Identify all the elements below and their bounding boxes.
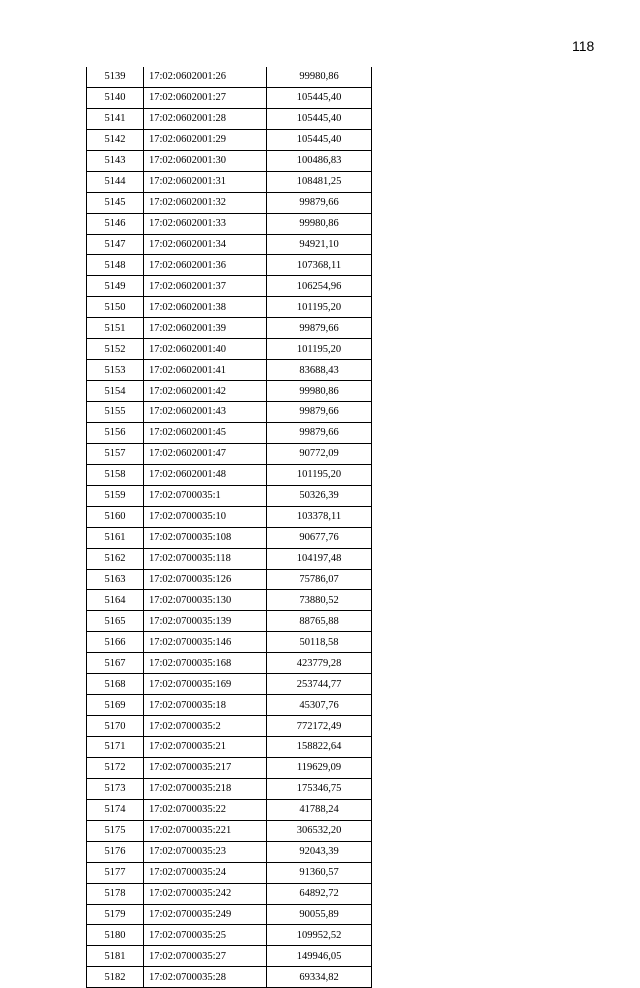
value-cell: 175346,75	[267, 778, 372, 799]
row-number-cell: 5158	[87, 464, 144, 485]
row-number-cell: 5171	[87, 737, 144, 758]
row-number-cell: 5148	[87, 255, 144, 276]
row-number-cell: 5157	[87, 443, 144, 464]
row-number-cell: 5144	[87, 171, 144, 192]
cadastral-number-cell: 17:02:0602001:32	[144, 192, 267, 213]
value-cell: 99980,86	[267, 67, 372, 87]
table-row	[87, 841, 372, 862]
row-number-cell: 5151	[87, 318, 144, 339]
value-cell: 99980,86	[267, 213, 372, 234]
cadastral-number-cell: 17:02:0602001:47	[144, 443, 267, 464]
value-cell: 90677,76	[267, 527, 372, 548]
table-row	[87, 611, 372, 632]
cadastral-number-cell: 17:02:0700035:118	[144, 548, 267, 569]
row-number-cell: 5159	[87, 485, 144, 506]
value-cell: 101195,20	[267, 464, 372, 485]
table-row	[87, 67, 372, 87]
table-row	[87, 422, 372, 443]
value-cell: 75786,07	[267, 569, 372, 590]
table-row	[87, 904, 372, 925]
row-number-cell: 5154	[87, 381, 144, 402]
cadastral-number-cell: 17:02:0700035:126	[144, 569, 267, 590]
table-row	[87, 129, 372, 150]
value-cell: 105445,40	[267, 129, 372, 150]
value-cell: 101195,20	[267, 297, 372, 318]
table-row	[87, 297, 372, 318]
cadastral-number-cell: 17:02:0602001:41	[144, 360, 267, 381]
value-cell: 109952,52	[267, 925, 372, 946]
table-row	[87, 716, 372, 737]
row-number-cell: 5153	[87, 360, 144, 381]
cadastral-number-cell: 17:02:0700035:218	[144, 778, 267, 799]
cadastral-number-cell: 17:02:0602001:36	[144, 255, 267, 276]
table-row	[87, 883, 372, 904]
table-row	[87, 757, 372, 778]
row-number-cell: 5166	[87, 632, 144, 653]
value-cell: 423779,28	[267, 653, 372, 674]
row-number-cell: 5146	[87, 213, 144, 234]
value-cell: 772172,49	[267, 716, 372, 737]
table-row	[87, 150, 372, 171]
cadastral-number-cell: 17:02:0700035:139	[144, 611, 267, 632]
table-row	[87, 339, 372, 360]
row-number-cell: 5164	[87, 590, 144, 611]
table-row	[87, 653, 372, 674]
cadastral-number-cell: 17:02:0700035:168	[144, 653, 267, 674]
cadastral-number-cell: 17:02:0700035:242	[144, 883, 267, 904]
cadastral-number-cell: 17:02:0602001:37	[144, 276, 267, 297]
row-number-cell: 5173	[87, 778, 144, 799]
cadastral-number-cell: 17:02:0700035:25	[144, 925, 267, 946]
row-number-cell: 5175	[87, 820, 144, 841]
row-number-cell: 5172	[87, 757, 144, 778]
table-row	[87, 695, 372, 716]
cadastral-number-cell: 17:02:0602001:34	[144, 234, 267, 255]
row-number-cell: 5182	[87, 967, 144, 988]
value-cell: 90055,89	[267, 904, 372, 925]
value-cell: 99980,86	[267, 381, 372, 402]
table-row	[87, 171, 372, 192]
table-row	[87, 548, 372, 569]
cadastral-number-cell: 17:02:0700035:221	[144, 820, 267, 841]
value-cell: 90772,09	[267, 443, 372, 464]
row-number-cell: 5163	[87, 569, 144, 590]
cadastral-number-cell: 17:02:0602001:48	[144, 464, 267, 485]
cadastral-number-cell: 17:02:0602001:28	[144, 108, 267, 129]
value-cell: 88765,88	[267, 611, 372, 632]
cadastral-number-cell: 17:02:0700035:10	[144, 506, 267, 527]
row-number-cell: 5179	[87, 904, 144, 925]
row-number-cell: 5143	[87, 150, 144, 171]
row-number-cell: 5181	[87, 946, 144, 967]
cadastral-number-cell: 17:02:0700035:27	[144, 946, 267, 967]
cadastral-number-cell: 17:02:0602001:39	[144, 318, 267, 339]
row-number-cell: 5174	[87, 799, 144, 820]
cadastral-number-cell: 17:02:0602001:30	[144, 150, 267, 171]
table-row	[87, 234, 372, 255]
table-row	[87, 799, 372, 820]
value-cell: 101195,20	[267, 339, 372, 360]
row-number-cell: 5140	[87, 87, 144, 108]
value-cell: 50118,58	[267, 632, 372, 653]
table-row	[87, 925, 372, 946]
row-number-cell: 5156	[87, 422, 144, 443]
cadastral-number-cell: 17:02:0602001:31	[144, 171, 267, 192]
cadastral-number-cell: 17:02:0700035:108	[144, 527, 267, 548]
table-row	[87, 674, 372, 695]
table-row	[87, 527, 372, 548]
table-row	[87, 862, 372, 883]
row-number-cell: 5139	[87, 67, 144, 87]
value-cell: 69334,82	[267, 967, 372, 988]
cadastral-number-cell: 17:02:0602001:33	[144, 213, 267, 234]
cadastral-number-cell: 17:02:0700035:22	[144, 799, 267, 820]
cadastral-number-cell: 17:02:0700035:249	[144, 904, 267, 925]
value-cell: 92043,39	[267, 841, 372, 862]
table-row	[87, 632, 372, 653]
value-cell: 99879,66	[267, 402, 372, 423]
table-row	[87, 318, 372, 339]
cadastral-number-cell: 17:02:0700035:130	[144, 590, 267, 611]
value-cell: 306532,20	[267, 820, 372, 841]
row-number-cell: 5168	[87, 674, 144, 695]
table-row	[87, 506, 372, 527]
table-row	[87, 967, 372, 988]
value-cell: 91360,57	[267, 862, 372, 883]
row-number-cell: 5169	[87, 695, 144, 716]
cadastral-number-cell: 17:02:0700035:1	[144, 485, 267, 506]
table-row	[87, 778, 372, 799]
cadastral-number-cell: 17:02:0700035:217	[144, 757, 267, 778]
table-row	[87, 590, 372, 611]
table-row	[87, 737, 372, 758]
value-cell: 83688,43	[267, 360, 372, 381]
value-cell: 41788,24	[267, 799, 372, 820]
row-number-cell: 5165	[87, 611, 144, 632]
cadastral-number-cell: 17:02:0602001:43	[144, 402, 267, 423]
row-number-cell: 5170	[87, 716, 144, 737]
value-cell: 50326,39	[267, 485, 372, 506]
value-cell: 149946,05	[267, 946, 372, 967]
row-number-cell: 5149	[87, 276, 144, 297]
value-cell: 253744,77	[267, 674, 372, 695]
value-cell: 105445,40	[267, 87, 372, 108]
row-number-cell: 5177	[87, 862, 144, 883]
cadastral-number-cell: 17:02:0700035:2	[144, 716, 267, 737]
cadastral-number-cell: 17:02:0700035:146	[144, 632, 267, 653]
value-cell: 106254,96	[267, 276, 372, 297]
table-row	[87, 108, 372, 129]
row-number-cell: 5141	[87, 108, 144, 129]
row-number-cell: 5147	[87, 234, 144, 255]
row-number-cell: 5161	[87, 527, 144, 548]
cadastral-number-cell: 17:02:0602001:40	[144, 339, 267, 360]
page-number: 118	[572, 38, 595, 54]
row-number-cell: 5180	[87, 925, 144, 946]
value-cell: 73880,52	[267, 590, 372, 611]
value-cell: 119629,09	[267, 757, 372, 778]
table-body	[87, 67, 372, 988]
row-number-cell: 5178	[87, 883, 144, 904]
cadastral-number-cell: 17:02:0602001:38	[144, 297, 267, 318]
table-row	[87, 87, 372, 108]
row-number-cell: 5145	[87, 192, 144, 213]
table-row	[87, 276, 372, 297]
table-row	[87, 946, 372, 967]
data-table	[86, 67, 372, 988]
cadastral-number-cell: 17:02:0700035:24	[144, 862, 267, 883]
table-row	[87, 443, 372, 464]
row-number-cell: 5150	[87, 297, 144, 318]
row-number-cell: 5155	[87, 402, 144, 423]
table-row	[87, 360, 372, 381]
value-cell: 103378,11	[267, 506, 372, 527]
value-cell: 104197,48	[267, 548, 372, 569]
cadastral-number-cell: 17:02:0602001:29	[144, 129, 267, 150]
table-row	[87, 485, 372, 506]
cadastral-number-cell: 17:02:0602001:45	[144, 422, 267, 443]
value-cell: 105445,40	[267, 108, 372, 129]
row-number-cell: 5176	[87, 841, 144, 862]
value-cell: 100486,83	[267, 150, 372, 171]
cadastral-number-cell: 17:02:0602001:27	[144, 87, 267, 108]
value-cell: 99879,66	[267, 422, 372, 443]
value-cell: 158822,64	[267, 737, 372, 758]
cadastral-number-cell: 17:02:0700035:21	[144, 737, 267, 758]
table-row	[87, 464, 372, 485]
table-row	[87, 192, 372, 213]
table-row	[87, 820, 372, 841]
value-cell: 107368,11	[267, 255, 372, 276]
cadastral-number-cell: 17:02:0602001:42	[144, 381, 267, 402]
cadastral-number-cell: 17:02:0700035:18	[144, 695, 267, 716]
table-row	[87, 569, 372, 590]
cadastral-number-cell: 17:02:0700035:169	[144, 674, 267, 695]
value-cell: 99879,66	[267, 192, 372, 213]
table-row	[87, 402, 372, 423]
table-row	[87, 255, 372, 276]
table-row	[87, 381, 372, 402]
cadastral-number-cell: 17:02:0700035:23	[144, 841, 267, 862]
value-cell: 94921,10	[267, 234, 372, 255]
value-cell: 108481,25	[267, 171, 372, 192]
value-cell: 45307,76	[267, 695, 372, 716]
row-number-cell: 5167	[87, 653, 144, 674]
cadastral-number-cell: 17:02:0700035:28	[144, 967, 267, 988]
value-cell: 99879,66	[267, 318, 372, 339]
cadastral-number-cell: 17:02:0602001:26	[144, 67, 267, 87]
row-number-cell: 5142	[87, 129, 144, 150]
value-cell: 64892,72	[267, 883, 372, 904]
row-number-cell: 5162	[87, 548, 144, 569]
table-row	[87, 213, 372, 234]
row-number-cell: 5160	[87, 506, 144, 527]
row-number-cell: 5152	[87, 339, 144, 360]
